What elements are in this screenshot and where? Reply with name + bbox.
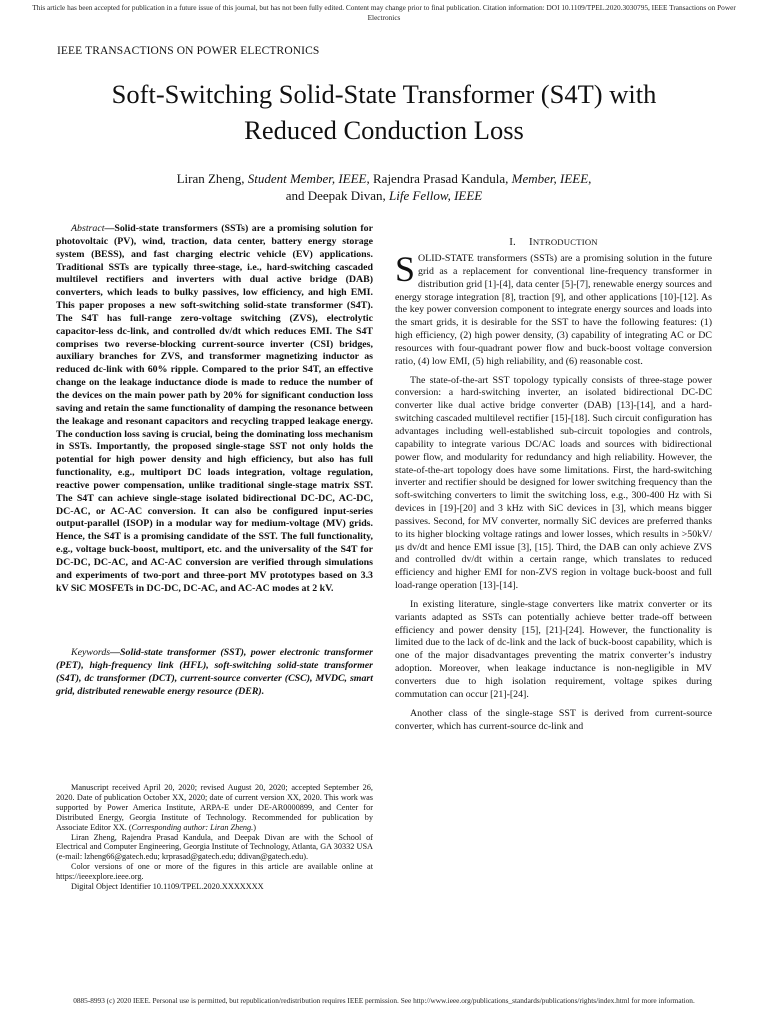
keywords-text: —Solid-state transformer (SST), power electronic transformer (PET), high-frequency link (HFL), soft-switching solid-state transformer (S4T), dc transformer (DCT), current-source converter (CSC), MVDC, smart grid, distributed renewable energy resource (DER). [56,647,373,697]
journal-name: IEEE TRANSACTIONS ON POWER ELECTRONICS [57,45,320,57]
footnote-doi: Digital Object Identifier 10.1109/TPEL.2020.XXXXXXX [71,882,264,892]
author-2-role: Member, IEEE [511,171,589,186]
title-line-1: Soft-Switching Solid-State Transformer (S4T) with [111,79,657,109]
author-3-role: Life Fellow, IEEE [388,188,483,203]
paragraph-4: Another class of the single-stage SST is derived from current-source converter, which has current-source dc-link and [395,707,712,732]
author-line-2 [90,187,678,204]
paper-title [40,76,728,148]
author-list [90,170,678,204]
title-line-2: Reduced Conduction Loss [244,115,524,145]
section-number: I. [509,236,517,248]
section-title-rest: NTRODUCTION [532,237,598,247]
header-note: This article has been accepted for publication in a future issue of this journal, but has not been fully edited. Content may change prior to final publication. Citation information: DOI 10.1109/TPEL.2020.3030795, IEEE Transactions on Power Electronics [32,3,736,22]
footnote-color-note: Color versions of one or more of the figures in this article are available online at https://ieeexplore.ieee.org. [56,862,373,882]
index-terms [56,647,373,698]
footnote-block [56,783,373,892]
footnote-manuscript: Manuscript received April 20, 2020; revised August 20, 2020; accepted September 26, 2020. Date of publication October XX, 2020; date of current version XX, 2020. This work was supported by Power America Institute, ARPA-E under DE-AR0000899, and Center for Distributed Energy, Georgia Institute of Technology. Recommended for publication by Associate Editor XX. (Corresponding author: Liran Zheng.) [56,783,373,832]
author-3: and Deepak Divan, [285,188,389,203]
paragraph-2: The state-of-the-art SST topology typically consists of three-stage power conversion: a hard-switching inverter, an isolated bidirectional DC-DC converter like dual active bridge converter (DAB) [13]-[14], and a hard-switching cascaded multilevel rectifier [15]-[18]. Such circuit configuration has advantages including well-established sub-circuit topologies and controls, capability to integrate various DC/AC loads and sources with bidirectional power flow, and modularity for redundancy and high reliability. However, the state-of-the-art topology does have some limitations. First, the hard-switching inverter and rectifier should be designed for lower switching frequency than the soft-switching converters to limit the switching loss, e.g., 300-400 Hz with Si devices in [19]-[20] and 3 kHz with SiC devices in [3], which means bigger passives. Second, for MV converter, normally SiC devices are preferred thanks to its higher blocking voltage ratings and lower losses, which results in >50kV/μs dv/dt and hence EMI issue [3], [15]. Third, the DAB can only achieve ZVS and controlled dv/dt within a certain range, which translates to reduced efficiency and higher EMI for non-ZVS region in voltage buck-boost and full load-range operation [13]-[14]. [395,374,712,592]
drop-cap: S [395,249,416,289]
abstract [56,223,373,595]
footnote-affiliation: Liran Zheng, Rajendra Prasad Kandula, and Deepak Divan are with the School of Electrical and Computer Engineering, Georgia Institute of Technology, Atlanta, GA 30332 USA (e-mail: lzheng66@gatech.edu; krprasad@gatech.edu; ddivan@gatech.edu). [56,832,373,862]
copyright-footer: 0885-8993 (c) 2020 IEEE. Personal use is permitted, but republication/redistribution requires IEEE permission. See http://www.ieee.org/publications_standards/publications/rights/index.html for more information. [73,996,695,1005]
author-1: Liran Zheng, [176,171,248,186]
author-line-1 [90,170,678,187]
abstract-label: Abstract [71,223,105,234]
section-heading [395,236,712,248]
paragraph-3: In existing literature, single-stage converters like matrix converter or its variants adapted as SSTs can potentially achieve better trade-off between efficiency and power density [15], [21]-[24]. However, the functionality is limited due to the lack of dc-link and the lack of buck-boost capability, which is one of the major disadvantages preventing the matrix converter’s industry adoption. Moreover, when leakage inductance is non-negligible in MV converters due to high isolation requirement, voltage spikes during commutation can occur [21]-[24]. [395,598,712,700]
author-2: , Rajendra Prasad Kandula, [366,171,512,186]
paragraph-1: SOLID-STATE transformers (SSTs) are a promising solution in the future grid as a replacement for conventional line-frequency transformer in distribution grid [1]-[4], data center [5]-[7], renewable energy sources and energy storage integration [8], traction [9], and other applications [10]-[12]. As the key power conversion component to integrate energy sources and loads into the smart grids, it is desirable for the SST to have the following features: (1) high efficiency, (2) high power density, (3) capability of integrating AC or DC resources with four-quadrant power flow and buck-boost voltage conversion ratio, (4) low EMI, (5) high reliability, and (6) reasonable cost. [395,249,712,367]
author-1-role: Student Member, IEEE [247,171,367,186]
section-title-first: I [528,236,533,248]
author-2-end: , [588,171,592,186]
keywords-label: Keywords [71,647,111,658]
introduction-body [395,249,712,739]
abstract-text: —Solid-state transformers (SSTs) are a promising solution for photovoltaic (PV), wind, traction, data center, battery energy storage system (BESS), and fast charging electric vehicle (EV) applications. Traditional SSTs are typically three-stage, i.e., hard-switching cascaded multilevel rectifiers and inverters with dual active bridge (DAB) converters, which leads to bulky passives, low efficiency, and high EMI. This paper proposes a new soft-switching solid-state transformer (S4T). The S4T has full-range zero-voltage switching (ZVS), electrolytic capacitor-less dc-link, and controlled dv/dt which reduces EMI. The S4T comprises two reverse-blocking current-source inverter (CSI) bridges, auxiliary branches for ZVS, and transformer magnetizing inductor as reduced dc-link with 60% ripple. Compared to the prior S4T, an effective change on the leakage inductance diode is made to reduce the number of the devices on the main power path by 20% for significant conduction loss saving and retain the same functionality of damping the resonance between the leakage and resonant capacitors and recycling trapped leakage energy. The conduction loss saving is crucial, being the dominating loss mechanism in SSTs. Importantly, the proposed single-stage SST not only holds the potential for high power density and high efficiency, but also has full functionality, e.g., multiport DC loads integration, voltage regulation, reactive power compensation, unlike traditional single-stage matrix SST. The S4T can achieve single-stage isolated bidirectional DC-DC, AC-DC, DC-AC, or AC-AC conversion. It can also be configured input-series output-parallel (ISOP) in a modular way for medium-voltage (MV) grids. Hence, the S4T is a promising candidate of the SST. The full functionality, e.g., voltage buck-boost, multiport, etc. and the universality of the S4T for DC-DC, DC-AC, and AC-AC conversion are verified through simulations and experiments of two-port and three-port MV prototypes based on 3.3 kV SiC MOSFETs in DC-DC, DC-AC, and AC-AC modes at 2 kV. [56,223,373,594]
